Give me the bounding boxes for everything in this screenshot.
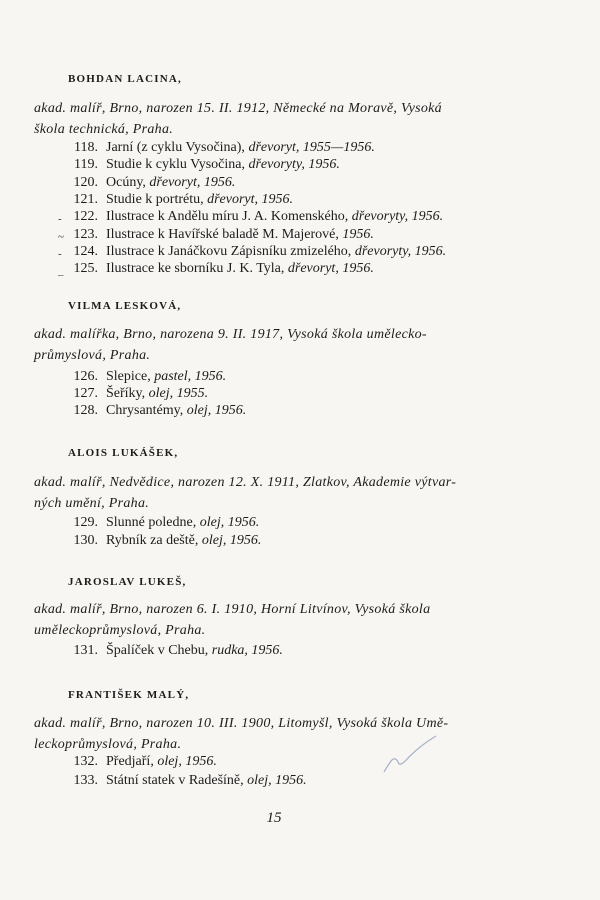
work-description bbox=[106, 191, 293, 209]
work-number: 125. bbox=[73, 261, 98, 277]
work-description bbox=[106, 174, 235, 192]
artist-bio-line: akad. malíř, Brno, narozen 10. III. 1900, Litomyšl, Vysoká škola Umě- bbox=[34, 716, 449, 731]
artist-bio-line: průmyslová, Praha. bbox=[34, 348, 151, 363]
work-item bbox=[0, 402, 247, 420]
artist-name: FRANTIŠEK MALÝ, bbox=[68, 689, 190, 701]
work-number: 122. bbox=[73, 209, 98, 225]
work-item bbox=[0, 139, 375, 157]
work-technique-year: dřevoryt, 1955—1956. bbox=[248, 140, 375, 155]
work-description bbox=[106, 226, 374, 244]
artist-bio bbox=[34, 98, 534, 140]
work-technique-year: dřevoryt, 1956. bbox=[149, 174, 236, 190]
work-technique-year: 1956. bbox=[342, 226, 374, 242]
work-title: Ilustrace k Andělu míru J. A. Komenského, bbox=[106, 209, 349, 225]
work-title: Studie k portrétu, bbox=[106, 191, 204, 207]
work-number: 133. bbox=[73, 773, 98, 788]
work-item bbox=[0, 156, 340, 174]
work-technique-year: dřevoryt, 1956. bbox=[287, 261, 374, 277]
work-description bbox=[106, 772, 307, 790]
work-title: Státní statek v Radešíně, bbox=[106, 773, 244, 788]
artist-bio bbox=[34, 472, 534, 514]
work-title: Ocúny, bbox=[106, 174, 146, 190]
work-technique-year: olej, 1955. bbox=[148, 386, 209, 401]
artist-name: BOHDAN LACINA, bbox=[68, 73, 182, 85]
work-description bbox=[106, 753, 217, 771]
work-description bbox=[106, 532, 261, 550]
work-title: Slunné poledne, bbox=[106, 515, 197, 530]
artist-bio-line: akad. malířka, Brno, narozena 9. II. 1917, Vysoká škola umělecko- bbox=[34, 327, 427, 342]
work-number: 127. bbox=[73, 386, 98, 401]
work-item bbox=[0, 260, 374, 278]
work-number: 124. bbox=[73, 243, 98, 259]
work-item bbox=[0, 208, 444, 226]
artist-bio bbox=[34, 324, 534, 366]
work-item bbox=[0, 368, 227, 386]
artist-bio bbox=[34, 713, 534, 755]
work-number: 120. bbox=[73, 174, 98, 190]
work-description bbox=[106, 402, 246, 420]
work-item bbox=[0, 226, 374, 244]
work-technique-year: olej, 1956. bbox=[247, 773, 307, 788]
work-number: 130. bbox=[73, 532, 98, 548]
work-technique-year: olej, 1956. bbox=[186, 403, 247, 418]
work-title: Špalíček v Chebu, bbox=[106, 643, 209, 658]
work-title: Jarní (z cyklu Vysočina), bbox=[106, 140, 245, 155]
work-title: Chrysantémy, bbox=[106, 403, 184, 418]
work-title: Ilustrace k Janáčkovu Zápisníku zmizelého, bbox=[106, 243, 352, 259]
work-title: Šeříky, bbox=[106, 386, 146, 401]
artist-bio-line: uměleckoprůmyslová, Praha. bbox=[34, 623, 206, 638]
artist-bio-line: akad. malíř, Brno, narozen 15. II. 1912, Německé na Moravě, Vysoká bbox=[34, 101, 442, 116]
work-description bbox=[106, 514, 259, 532]
artist-bio-line: leckoprůmyslová, Praha. bbox=[34, 737, 182, 752]
work-item bbox=[0, 243, 447, 261]
work-description bbox=[106, 208, 443, 226]
work-description bbox=[106, 139, 375, 157]
artist-bio bbox=[34, 599, 534, 641]
work-description bbox=[106, 368, 226, 386]
pencil-scribble-mark bbox=[380, 732, 440, 778]
work-technique-year: dřevoryty, 1956. bbox=[351, 209, 444, 225]
artist-bio-line: akad. malíř, Brno, narozen 6. I. 1910, Horní Litvínov, Vysoká škola bbox=[34, 602, 431, 617]
work-technique-year: dřevoryty, 1956. bbox=[248, 157, 340, 173]
artist-bio-line: akad. malíř, Nedvědice, narozen 12. X. 1911, Zlatkov, Akademie výtvar- bbox=[34, 475, 457, 490]
artist-name: JAROSLAV LUKEŠ, bbox=[68, 576, 187, 588]
work-technique-year: dřevoryty, 1956. bbox=[354, 243, 447, 259]
work-description bbox=[106, 642, 283, 660]
work-technique-year: olej, 1956. bbox=[199, 515, 260, 530]
work-number: 128. bbox=[73, 403, 98, 418]
pencil-mark: ~ bbox=[58, 230, 64, 243]
work-number: 121. bbox=[73, 191, 98, 207]
pencil-mark: - bbox=[58, 247, 62, 260]
work-technique-year: olej, 1956. bbox=[201, 532, 262, 548]
work-item bbox=[0, 191, 294, 209]
work-title: Předjaří, bbox=[106, 754, 154, 769]
work-title: Studie k cyklu Vysočina, bbox=[106, 157, 245, 173]
work-item bbox=[0, 772, 307, 790]
work-number: 123. bbox=[73, 226, 98, 242]
pencil-mark: _ bbox=[58, 265, 64, 278]
work-technique-year: olej, 1956. bbox=[157, 754, 217, 769]
work-technique-year: dřevoryt, 1956. bbox=[207, 191, 294, 207]
work-item bbox=[0, 532, 262, 550]
artist-name: VILMA LESKOVÁ, bbox=[68, 300, 182, 312]
work-title: Ilustrace k Havířské baladě M. Majerové, bbox=[106, 226, 339, 242]
work-item bbox=[0, 174, 236, 192]
work-item bbox=[0, 514, 260, 532]
page-number: 15 bbox=[266, 810, 282, 826]
work-item bbox=[0, 385, 209, 403]
work-number: 118. bbox=[74, 140, 98, 155]
work-title: Ilustrace ke sborníku J. K. Tyla, bbox=[106, 261, 285, 277]
work-description bbox=[106, 243, 446, 261]
work-description bbox=[106, 260, 374, 278]
work-description bbox=[106, 385, 208, 403]
work-number: 119. bbox=[74, 157, 98, 173]
pencil-mark: - bbox=[58, 213, 62, 226]
work-title: Rybník za deště, bbox=[106, 532, 199, 548]
work-item bbox=[0, 753, 217, 771]
work-number: 126. bbox=[73, 369, 98, 384]
artist-bio-line: ných umění, Praha. bbox=[34, 496, 150, 511]
work-technique-year: rudka, 1956. bbox=[211, 643, 283, 658]
work-technique-year: pastel, 1956. bbox=[154, 369, 227, 384]
artist-bio-line: škola technická, Praha. bbox=[34, 122, 174, 137]
work-item bbox=[0, 642, 283, 660]
artist-name: ALOIS LUKÁŠEK, bbox=[68, 447, 179, 459]
work-number: 131. bbox=[73, 643, 98, 658]
work-number: 129. bbox=[73, 515, 98, 530]
work-description bbox=[106, 156, 340, 174]
work-title: Slepice, bbox=[106, 369, 151, 384]
work-number: 132. bbox=[73, 754, 98, 769]
